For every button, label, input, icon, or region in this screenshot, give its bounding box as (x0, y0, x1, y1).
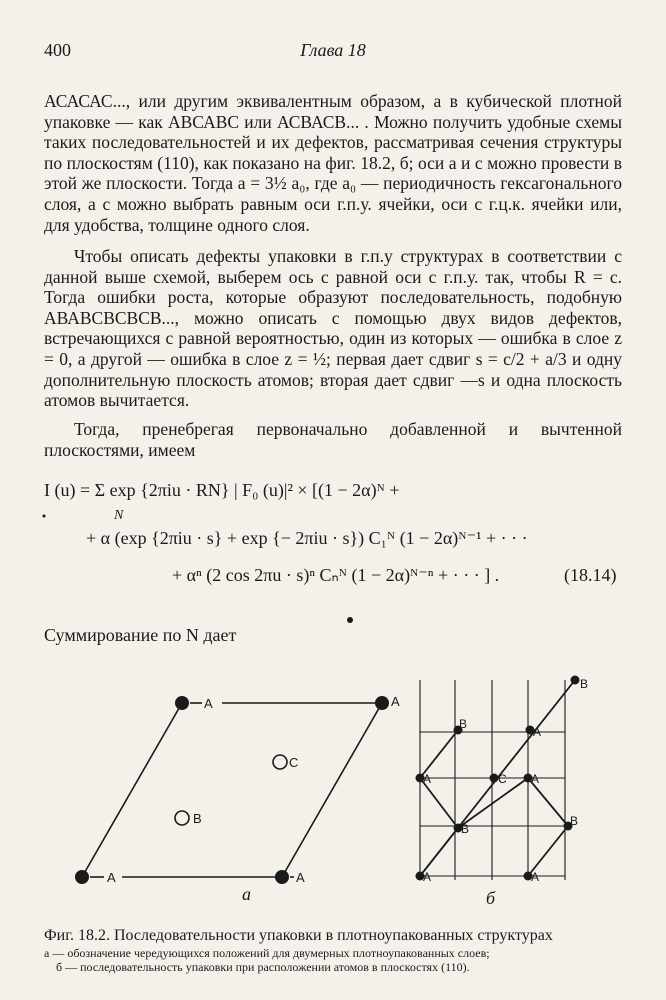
label-c: C (289, 755, 299, 770)
equation-line-3: + αⁿ (2 cos 2πu · s)ⁿ Cₙᴺ (1 − 2α)ᴺ⁻ⁿ + · · · ] . (172, 565, 500, 585)
caption-line-b: б — последовательность упаковки при расположении атомов в плоскостях (110). (56, 960, 470, 974)
caption-line-a: а — обозначение чередующихся положений для двумерных плотноупакованных слоев; (44, 946, 490, 960)
paragraph-3-text: Тогда, пренебрегая первоначально добавленной и вычтенной плоскостями, имеем (44, 419, 622, 460)
rhombus-right-edge (282, 703, 382, 877)
atom-b-top (571, 676, 580, 685)
print-dot (347, 617, 353, 623)
rhombus-left-edge (82, 703, 182, 877)
label-a-row2-right: A (531, 772, 540, 786)
label-br: A (296, 870, 305, 885)
label-b: B (193, 811, 202, 826)
panel-a-label: а (242, 884, 251, 904)
panel-a-diagram (82, 703, 382, 877)
atom-a-top-left (175, 696, 189, 710)
figure-caption (44, 926, 624, 974)
label-tl: A (204, 696, 213, 711)
equation-number: (18.14) (564, 565, 617, 585)
caption-title: Фиг. 18.2. Последовательности упаковки в плотноупакованных структурах (44, 927, 553, 944)
label-b-row3-right: B (570, 814, 579, 828)
zigzag-segment (420, 730, 458, 778)
label-b-top: B (580, 677, 589, 691)
atom-a-bottom-left (75, 870, 89, 884)
equation-sum-index: N (114, 508, 124, 523)
atom-a-top-right (375, 696, 389, 710)
equation-line-1: I (u) = Σ exp {2πiu · RN} | F₀ (u)|² × [(1 − 2α)ᴺ + (44, 480, 400, 500)
page-number: 400 (44, 40, 71, 60)
label-b-row3-left: B (461, 822, 470, 836)
atom-a-bottom-right (275, 870, 289, 884)
summation-text: Суммирование по N дает (44, 625, 237, 645)
paragraph-1-text: АСАСАС..., или другим эквивалентным образом, а в кубической плотной упаковке — как АВСАВС или АСВАСВ... . Можно получить удобные схемы таких последовательностей и их дефектов, рассматривая сечения структуры по плоскостям (110), как показано на фиг. 18.2, б; оси а и с можно провести в этой же плоскости. Тогда а = 3½ а₀, где а₀ — периодичность гексагонального слоя, а с можно выбрать равным оси г.п.у. ячейки, оси с г.ц.к. ячейки или, для удобства, толщине одного слоя. (44, 91, 622, 235)
label-a-row2-left: A (423, 772, 432, 786)
zigzag-segment (528, 826, 568, 876)
print-speck (43, 515, 46, 518)
site-c-open (273, 755, 287, 769)
paragraph-2-text: Чтобы описать дефекты упаковки в г.п.у структурах в соответствии с данной выше схемой, выберем ось с равной оси с г.п.у. так, чтобы R = с. Тогда ошибки роста, которые образуют последовательность, подобную АВАВСВСВСВ..., можно описать с помощью двух видов дефектов, встречающихся с равной вероятностью, один из которых — ошибка в слое z = 0, а другой — ошибка в слое z = ½; первая дает сдвиг s = с/2 + а/3 и одну дополнительную плоскость атомов; вторая дает сдвиг —s и одна плоскость атомов вычитается. (44, 246, 622, 411)
equation-line-2: + α (exp {2πiu · s} + exp {− 2πiu · s}) C₁ᴺ (1 − 2α)ᴺ⁻¹ + · · · (86, 528, 528, 548)
label-a-row1: A (533, 725, 542, 739)
panel-b-label: б (486, 888, 496, 908)
label-c-row2: C (498, 772, 507, 786)
label-a-row4-right: A (531, 870, 540, 884)
label-tr: A (391, 694, 400, 709)
site-b-open (175, 811, 189, 825)
label-b-row1: B (459, 717, 468, 731)
running-head: Глава 18 (300, 40, 366, 60)
label-a-row4-left: A (423, 870, 432, 884)
zigzag-segment (458, 778, 528, 828)
zigzag-segment (420, 828, 458, 876)
label-bl: A (107, 870, 116, 885)
